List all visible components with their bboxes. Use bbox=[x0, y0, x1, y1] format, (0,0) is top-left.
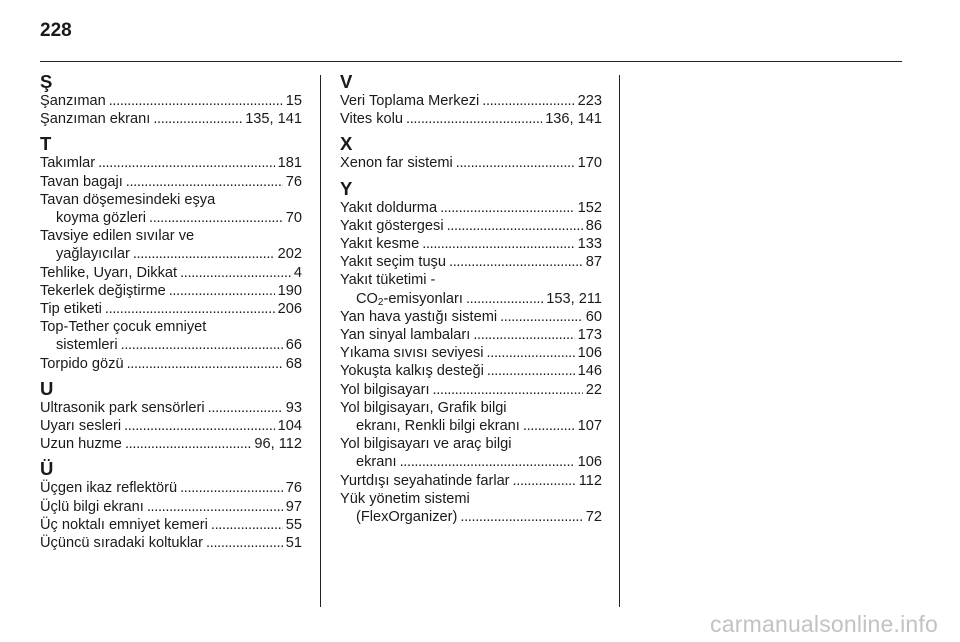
entry-text: Veri Toplama Merkezi bbox=[340, 93, 480, 109]
dot-leader bbox=[208, 399, 283, 417]
dot-leader bbox=[206, 534, 283, 552]
entry-pages: 181 bbox=[277, 155, 302, 172]
index-entry bbox=[40, 498, 302, 516]
entry-text: ekranı bbox=[356, 454, 397, 471]
dot-leader bbox=[121, 336, 283, 354]
section-letter: X bbox=[340, 133, 353, 155]
index-entry bbox=[40, 399, 302, 417]
dot-leader bbox=[466, 290, 543, 308]
entry-pages: 106 bbox=[577, 345, 602, 362]
dot-leader bbox=[440, 199, 575, 217]
entry-line bbox=[340, 326, 602, 344]
section-letter: T bbox=[40, 133, 52, 155]
entry-line bbox=[340, 472, 602, 490]
index-entry bbox=[40, 300, 302, 318]
entry-pages: 86 bbox=[585, 217, 602, 234]
entry-line bbox=[340, 417, 602, 435]
entry-text: Üçüncü sıradaki koltuklar bbox=[40, 535, 204, 552]
entry-pages: 223 bbox=[577, 93, 602, 109]
index-entry bbox=[40, 355, 302, 373]
entry-line bbox=[340, 110, 602, 128]
entry-line bbox=[40, 336, 302, 354]
entry-pages: 97 bbox=[285, 498, 302, 515]
index-entry bbox=[340, 199, 602, 217]
index-section bbox=[40, 379, 302, 454]
entry-pages: 22 bbox=[585, 381, 602, 398]
index-section bbox=[40, 134, 302, 372]
entry-pages: 76 bbox=[285, 173, 302, 190]
dot-leader bbox=[447, 217, 583, 235]
entry-pages: 104 bbox=[277, 418, 302, 435]
entry-line bbox=[340, 154, 602, 172]
column-divider-right bbox=[619, 75, 620, 607]
index-entry bbox=[340, 344, 602, 362]
entry-text: Yan sinyal lambaları bbox=[340, 327, 471, 344]
dot-leader bbox=[400, 453, 575, 471]
index-entry bbox=[340, 154, 602, 172]
dot-leader bbox=[149, 209, 283, 227]
entry-pages: 66 bbox=[285, 337, 302, 354]
entry-text: Yıkama sıvısı seviyesi bbox=[340, 345, 484, 362]
entry-text: ekranı, Renkli bilgi ekranı bbox=[356, 418, 520, 435]
entry-pages: 4 bbox=[293, 264, 302, 281]
index-entry bbox=[40, 516, 302, 534]
entry-text: Tehlike, Uyarı, Dikkat bbox=[40, 264, 178, 281]
entry-line bbox=[340, 92, 602, 110]
entry-lead-line: Tavan döşemesindeki eşya bbox=[40, 191, 216, 208]
entry-line bbox=[40, 110, 302, 128]
index-column-left bbox=[40, 72, 302, 558]
entry-pages: 72 bbox=[585, 509, 602, 526]
entry-pages: 190 bbox=[277, 282, 302, 299]
entry-pages: 60 bbox=[585, 308, 602, 325]
index-entry bbox=[340, 253, 602, 271]
section-letter: Y bbox=[340, 177, 353, 199]
entry-pages: 170 bbox=[577, 155, 602, 172]
entry-line bbox=[40, 245, 302, 263]
index-entry bbox=[340, 110, 602, 128]
entry-pages: 136, 141 bbox=[545, 111, 602, 128]
entry-pages: 153, 211 bbox=[546, 290, 602, 307]
entry-text: Xenon far sistemi bbox=[340, 155, 453, 172]
index-entry bbox=[40, 318, 302, 354]
entry-text: Uyarı sesleri bbox=[40, 418, 122, 435]
index-entry bbox=[340, 235, 602, 253]
page-number: 228 bbox=[40, 20, 72, 41]
dot-leader bbox=[523, 417, 575, 435]
index-entry bbox=[340, 399, 602, 435]
index-entry bbox=[340, 271, 602, 307]
index-entry bbox=[40, 264, 302, 282]
dot-leader bbox=[406, 110, 542, 128]
entry-lead-line: Top-Tether çocuk emniyet bbox=[40, 319, 207, 336]
column-divider-left bbox=[320, 75, 321, 607]
dot-leader bbox=[169, 282, 275, 300]
index-entry bbox=[340, 381, 602, 399]
entry-pages: 202 bbox=[277, 246, 302, 263]
entry-text: Takımlar bbox=[40, 155, 96, 172]
entry-text: yağlayıcılar bbox=[56, 246, 130, 263]
entry-pages: 152 bbox=[577, 199, 602, 216]
entry-pages: 68 bbox=[285, 355, 302, 372]
entry-line bbox=[40, 479, 302, 497]
entry-line bbox=[40, 264, 302, 282]
entry-pages: 96, 112 bbox=[254, 436, 302, 453]
index-entry bbox=[40, 479, 302, 497]
entry-text: Yurtdışı seyahatinde farlar bbox=[340, 472, 510, 489]
dot-leader bbox=[487, 344, 575, 362]
entry-pages: 135, 141 bbox=[245, 111, 302, 128]
dot-leader bbox=[153, 110, 242, 128]
dot-leader bbox=[105, 300, 275, 318]
entry-text: Tip etiketi bbox=[40, 301, 102, 318]
dot-leader bbox=[125, 435, 251, 453]
entry-text: Şanzıman bbox=[40, 93, 106, 109]
dot-leader bbox=[500, 308, 583, 326]
entry-text: Yokuşta kalkış desteği bbox=[340, 363, 484, 380]
entry-line bbox=[340, 381, 602, 399]
index-entry bbox=[340, 217, 602, 235]
entry-line bbox=[340, 235, 602, 253]
entry-text: Yakıt göstergesi bbox=[340, 217, 444, 234]
entry-pages: 206 bbox=[277, 301, 302, 318]
entry-text: Yol bilgisayarı bbox=[340, 381, 430, 398]
index-entry bbox=[340, 92, 602, 110]
entry-text: Üçgen ikaz reflektörü bbox=[40, 480, 178, 497]
entry-text: Ultrasonik park sensörleri bbox=[40, 399, 205, 416]
index-entry bbox=[40, 173, 302, 191]
dot-leader bbox=[98, 154, 275, 172]
section-letter: V bbox=[340, 71, 353, 92]
entry-pages: 51 bbox=[285, 535, 302, 552]
section-letter: Ü bbox=[40, 458, 54, 480]
entry-subscript: 2 bbox=[377, 296, 384, 308]
index-entry bbox=[40, 227, 302, 263]
entry-line bbox=[340, 290, 602, 308]
entry-text: Uzun huzme bbox=[40, 436, 122, 453]
index-section bbox=[40, 459, 302, 552]
entry-line bbox=[40, 209, 302, 227]
entry-line bbox=[40, 173, 302, 191]
entry-pages: 55 bbox=[285, 516, 302, 533]
entry-text: koyma gözleri bbox=[56, 210, 147, 227]
index-entry bbox=[340, 472, 602, 490]
dot-leader bbox=[449, 253, 583, 271]
dot-leader bbox=[147, 498, 283, 516]
entry-text: (FlexOrganizer) bbox=[356, 509, 458, 526]
dot-leader bbox=[456, 154, 575, 172]
index-entry bbox=[40, 154, 302, 172]
index-section bbox=[340, 179, 602, 527]
dot-leader bbox=[482, 92, 574, 110]
section-letter: Ş bbox=[40, 71, 53, 92]
dot-leader bbox=[126, 173, 283, 191]
entry-text bbox=[356, 290, 463, 308]
entry-line bbox=[340, 508, 602, 526]
dot-leader bbox=[473, 326, 574, 344]
dot-leader bbox=[513, 472, 576, 490]
entry-pages: 93 bbox=[285, 399, 302, 416]
entry-lead-line: Tavsiye edilen sıvılar ve bbox=[40, 228, 195, 245]
dot-leader bbox=[127, 355, 283, 373]
dot-leader bbox=[433, 381, 583, 399]
entry-text: Yakıt doldurma bbox=[340, 199, 438, 216]
index-entry bbox=[40, 92, 302, 110]
index-entry bbox=[40, 110, 302, 128]
entry-text-part: CO bbox=[356, 290, 378, 307]
entry-line bbox=[340, 453, 602, 471]
index-entry bbox=[340, 435, 602, 471]
entry-line bbox=[340, 217, 602, 235]
entry-line bbox=[40, 92, 302, 110]
dot-leader bbox=[487, 362, 575, 380]
dot-leader bbox=[460, 508, 582, 526]
entry-text: Yakıt seçim tuşu bbox=[340, 254, 446, 271]
index-entry bbox=[40, 435, 302, 453]
entry-line bbox=[40, 355, 302, 373]
entry-text: sistemleri bbox=[56, 337, 118, 354]
entry-text: Yan hava yastığı sistemi bbox=[340, 308, 498, 325]
index-entry bbox=[340, 490, 602, 526]
index-entry bbox=[340, 326, 602, 344]
index-entry bbox=[40, 191, 302, 227]
entry-line bbox=[40, 435, 302, 453]
entry-text: Yakıt kesme bbox=[340, 236, 420, 253]
dot-leader bbox=[422, 235, 574, 253]
index-entry bbox=[340, 362, 602, 380]
index-entry bbox=[40, 282, 302, 300]
entry-line bbox=[40, 399, 302, 417]
entry-text: Tekerlek değiştirme bbox=[40, 282, 166, 299]
entry-text-part: -emisyonları bbox=[383, 290, 463, 307]
section-letter: U bbox=[40, 377, 54, 399]
entry-line bbox=[340, 199, 602, 217]
entry-text: Üçlü bilgi ekranı bbox=[40, 498, 144, 515]
index-section bbox=[340, 72, 602, 128]
entry-line bbox=[40, 417, 302, 435]
index-section bbox=[340, 134, 602, 172]
entry-pages: 133 bbox=[577, 236, 602, 253]
entry-lead-line: Yol bilgisayarı ve araç bilgi bbox=[340, 436, 512, 453]
dot-leader bbox=[109, 92, 283, 110]
entry-pages: 15 bbox=[285, 93, 302, 109]
entry-pages: 173 bbox=[577, 327, 602, 344]
dot-leader bbox=[124, 417, 275, 435]
entry-line bbox=[340, 362, 602, 380]
entry-pages: 76 bbox=[285, 480, 302, 497]
entry-pages: 106 bbox=[577, 454, 602, 471]
entry-line bbox=[340, 308, 602, 326]
watermark: carmanualsonline.info bbox=[710, 611, 938, 637]
entry-pages: 87 bbox=[585, 254, 602, 271]
entry-lead-line: Yol bilgisayarı, Grafik bilgi bbox=[340, 399, 507, 416]
entry-line bbox=[40, 534, 302, 552]
dot-leader bbox=[180, 264, 291, 282]
header-rule bbox=[40, 61, 902, 62]
entry-text: Tavan bagajı bbox=[40, 173, 123, 190]
entry-line bbox=[340, 253, 602, 271]
entry-line bbox=[40, 300, 302, 318]
entry-line bbox=[340, 344, 602, 362]
index-entry bbox=[340, 308, 602, 326]
entry-pages: 112 bbox=[578, 472, 602, 489]
index-entry bbox=[40, 417, 302, 435]
index-entry bbox=[40, 534, 302, 552]
entry-pages: 70 bbox=[285, 210, 302, 227]
entry-lead-line: Yük yönetim sistemi bbox=[340, 490, 470, 507]
entry-lead-line: Yakıt tüketimi - bbox=[340, 272, 436, 289]
entry-text: Torpido gözü bbox=[40, 355, 124, 372]
entry-text: Vites kolu bbox=[340, 111, 404, 128]
entry-line bbox=[40, 282, 302, 300]
entry-line bbox=[40, 516, 302, 534]
dot-leader bbox=[133, 245, 275, 263]
index-column-middle bbox=[340, 72, 602, 532]
entry-text: Üç noktalı emniyet kemeri bbox=[40, 516, 208, 533]
dot-leader bbox=[211, 516, 283, 534]
entry-line bbox=[40, 154, 302, 172]
dot-leader bbox=[180, 479, 283, 497]
entry-pages: 146 bbox=[577, 363, 602, 380]
index-section bbox=[40, 72, 302, 128]
entry-line bbox=[40, 498, 302, 516]
entry-pages: 107 bbox=[577, 418, 602, 435]
entry-text: Şanzıman ekranı bbox=[40, 111, 151, 128]
